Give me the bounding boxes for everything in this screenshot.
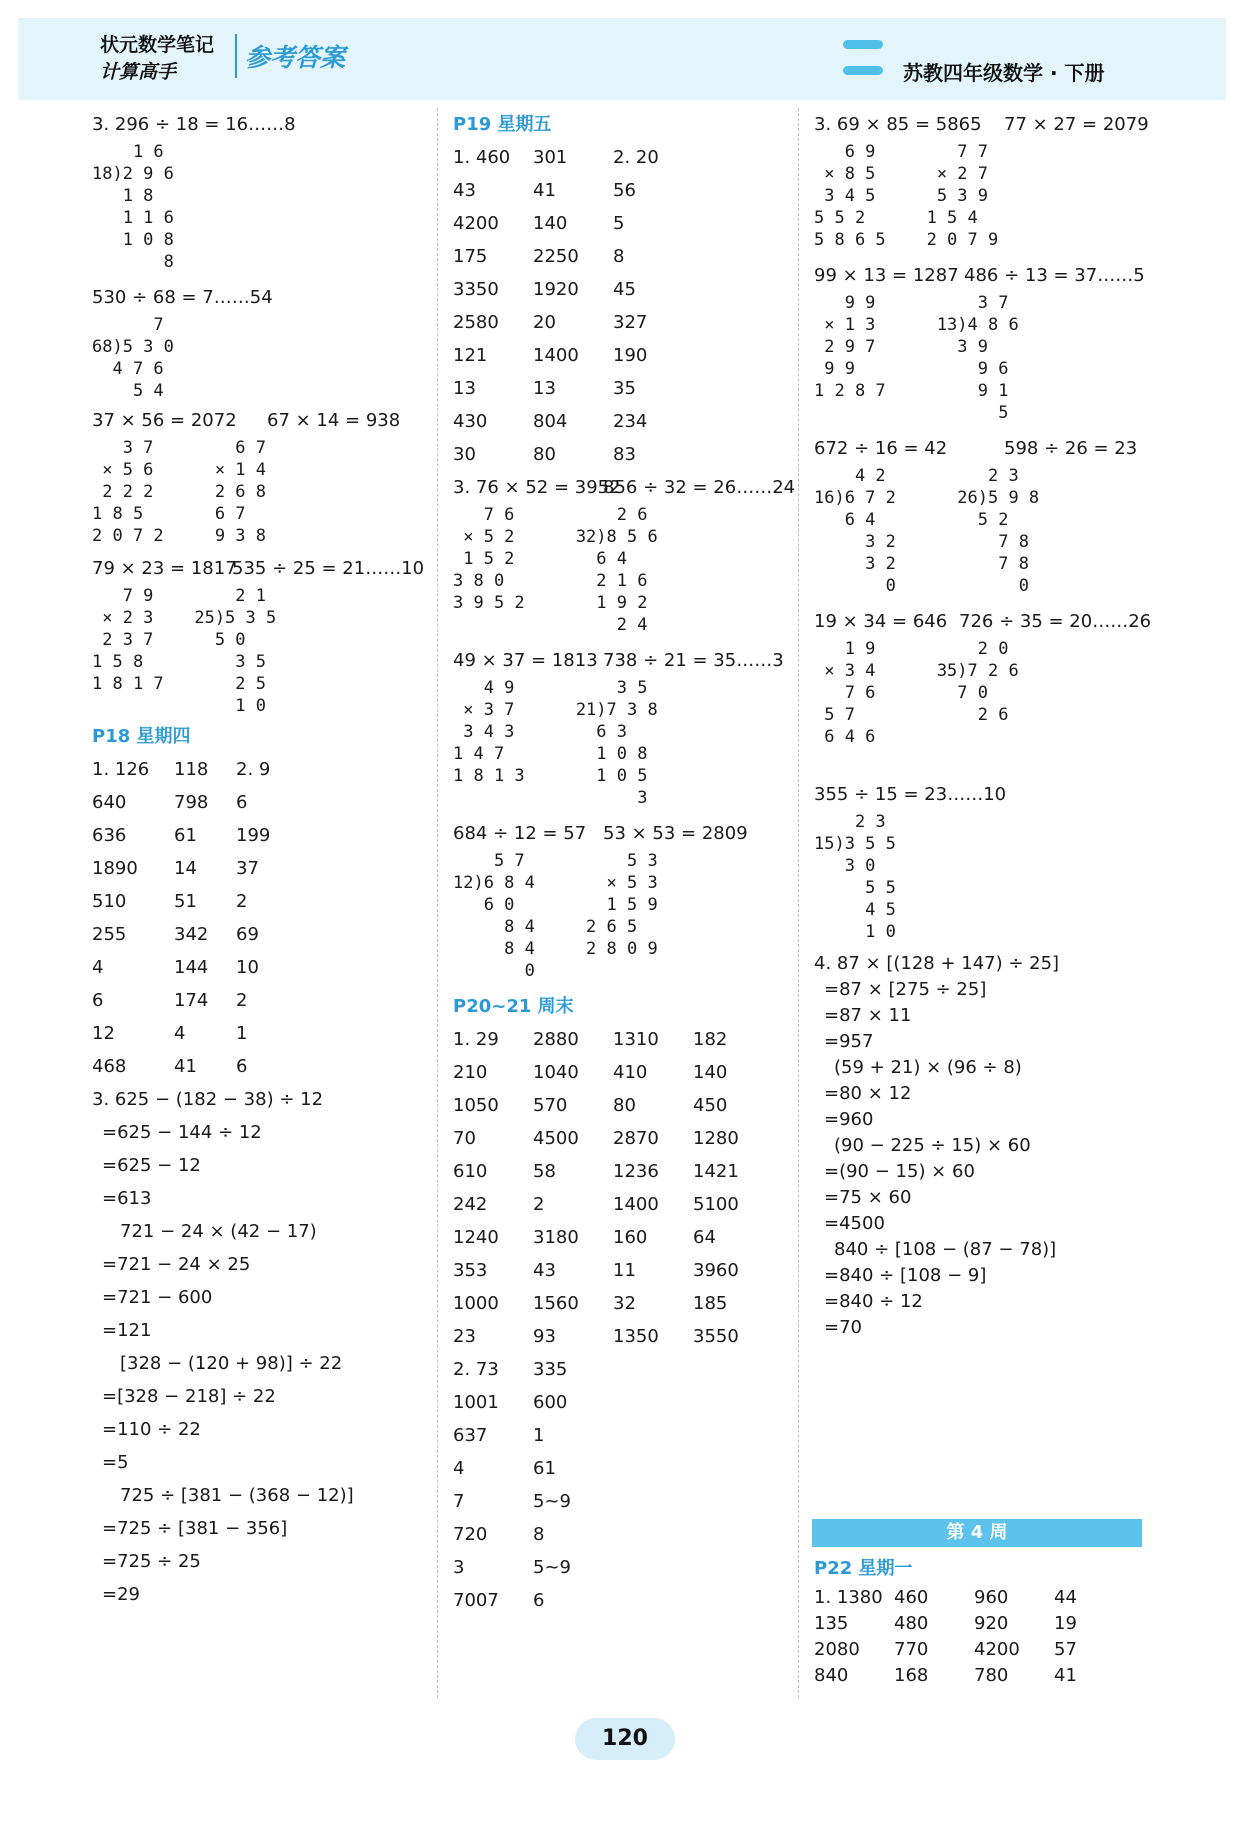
answer-row xyxy=(453,405,798,438)
answer-cell: 8 xyxy=(533,1524,545,1545)
answer-row xyxy=(92,786,432,819)
answer-cell: 144 xyxy=(174,957,209,978)
answer-cell: 12 xyxy=(92,1023,115,1044)
step-line: =725 ÷ 25 xyxy=(102,1551,201,1572)
step-line: =87 × [275 ÷ 25] xyxy=(824,979,987,1000)
answer-cell: 570 xyxy=(533,1095,568,1116)
equation-pair: 79 × 23 = 1817535 ÷ 25 = 21……10 xyxy=(92,558,425,579)
answer-cell: 1890 xyxy=(92,858,138,879)
answer-row xyxy=(814,1611,1159,1637)
answer-cell: 2. 73 xyxy=(453,1359,499,1380)
step-line: 840 ÷ [108 − (87 − 78)] xyxy=(834,1239,1057,1260)
answer-cell: 327 xyxy=(613,312,648,333)
answer-cell: 1 xyxy=(533,1425,545,1446)
answer-row xyxy=(453,1386,798,1419)
step-line: =840 ÷ [108 − 9] xyxy=(824,1265,987,1286)
answer-cell: 1. 460 xyxy=(453,147,511,168)
answer-row xyxy=(92,1050,432,1083)
answer-row xyxy=(453,1023,798,1056)
answer-cell: 6 xyxy=(533,1590,545,1611)
answer-cell: 93 xyxy=(533,1326,556,1347)
answer-cell: 510 xyxy=(92,891,127,912)
column-right xyxy=(814,108,1159,1341)
answer-cell: 70 xyxy=(453,1128,476,1149)
step-line: =80 × 12 xyxy=(824,1083,912,1104)
answer-cell: 480 xyxy=(894,1613,929,1634)
answer-cell: 121 xyxy=(453,345,488,366)
section-heading-p22: P22 星期一 xyxy=(814,1558,913,1579)
answer-cell: 640 xyxy=(92,792,127,813)
answer-cell: 636 xyxy=(92,825,127,846)
answer-row xyxy=(453,174,798,207)
column-middle xyxy=(453,108,798,1617)
answer-cell: 468 xyxy=(92,1056,127,1077)
equation: 530 ÷ 68 = 7……54 xyxy=(92,287,273,308)
equation: 3. 296 ÷ 18 = 16……8 xyxy=(92,114,296,135)
answer-cell: 1236 xyxy=(613,1161,659,1182)
answer-cell: 175 xyxy=(453,246,488,267)
answer-cell: 6 xyxy=(92,990,104,1011)
step-line: =75 × 60 xyxy=(824,1187,912,1208)
answer-cell: 45 xyxy=(613,279,636,300)
answer-cell: 11 xyxy=(613,1260,636,1281)
step-line: =(90 − 15) × 60 xyxy=(824,1161,975,1182)
vertical-calc: 3 7 6 7 × 5 6 × 1 4 2 2 2 2 6 8 1 8 5 6 7 2 0 7 2 9 3 8 xyxy=(92,438,266,546)
answer-cell: 242 xyxy=(453,1194,488,1215)
answer-row xyxy=(453,1254,798,1287)
step-line: =613 xyxy=(102,1188,152,1209)
section-heading-p20-21: P20~21 周末 xyxy=(453,996,574,1017)
column-divider xyxy=(437,108,438,1698)
answer-cell: 83 xyxy=(613,444,636,465)
answer-grid xyxy=(814,1585,1159,1689)
step-line: 4. 87 × [(128 + 147) ÷ 25] xyxy=(814,953,1060,974)
step-line: =4500 xyxy=(824,1213,885,1234)
answer-cell: 80 xyxy=(613,1095,636,1116)
answer-cell: 3960 xyxy=(693,1260,739,1281)
column-right-bottom xyxy=(814,1552,1159,1689)
answer-cell: 140 xyxy=(533,213,568,234)
answer-cell: 353 xyxy=(453,1260,488,1281)
week-banner: 第 4 周 xyxy=(812,1519,1142,1547)
answer-cell: 600 xyxy=(533,1392,568,1413)
column-left xyxy=(92,108,432,1611)
answer-cell: 7007 xyxy=(453,1590,499,1611)
answer-cell: 1310 xyxy=(613,1029,659,1050)
answer-cell: 4 xyxy=(453,1458,465,1479)
answer-cell: 135 xyxy=(814,1613,849,1634)
step-line: =87 × 11 xyxy=(824,1005,912,1026)
answer-cell: 1. 1380 xyxy=(814,1587,883,1608)
vertical-calc: 9 9 3 7 × 1 3 13)4 8 6 2 9 7 3 9 9 9 9 6 1 2 8 7 9 1 5 xyxy=(814,293,1019,423)
answer-cell: 35 xyxy=(613,378,636,399)
section-heading-p19: P19 星期五 xyxy=(453,114,552,135)
answer-cell: 5100 xyxy=(693,1194,739,1215)
answer-cell: 14 xyxy=(174,858,197,879)
answer-cell: 168 xyxy=(894,1665,929,1686)
vertical-calc: 2 3 15)3 5 5 3 0 5 5 4 5 1 0 xyxy=(814,812,896,942)
answer-cell: 1 xyxy=(236,1023,248,1044)
answer-cell: 1280 xyxy=(693,1128,739,1149)
answer-cell: 720 xyxy=(453,1524,488,1545)
answer-cell: 770 xyxy=(894,1639,929,1660)
answer-cell: 1350 xyxy=(613,1326,659,1347)
answer-cell: 430 xyxy=(453,411,488,432)
answer-cell: 51 xyxy=(174,891,197,912)
equation-pair: 3. 69 × 85 = 5865 77 × 27 = 2079 xyxy=(814,114,1149,135)
answer-row xyxy=(453,1452,798,1485)
answer-cell: 4 xyxy=(174,1023,186,1044)
answer-row xyxy=(92,885,432,918)
answer-cell: 920 xyxy=(974,1613,1009,1634)
equation-pair: 37 × 56 = 2072 67 × 14 = 938 xyxy=(92,410,401,431)
equation-pair: 19 × 34 = 646 726 ÷ 35 = 20……26 xyxy=(814,611,1152,632)
answer-grid xyxy=(453,1023,798,1353)
answer-cell: 5~9 xyxy=(533,1557,571,1578)
answer-cell: 185 xyxy=(693,1293,728,1314)
answer-cell: 13 xyxy=(453,378,476,399)
answer-cell: 13 xyxy=(533,378,556,399)
answer-row xyxy=(453,1584,798,1617)
answer-cell: 160 xyxy=(613,1227,648,1248)
step-line: [328 − (120 + 98)] ÷ 22 xyxy=(120,1353,343,1374)
step-line: 725 ÷ [381 − (368 − 12)] xyxy=(120,1485,354,1506)
answer-cell: 43 xyxy=(533,1260,556,1281)
answer-cell: 410 xyxy=(613,1062,648,1083)
answer-cell: 182 xyxy=(693,1029,728,1050)
brand-line2: 计算高手 xyxy=(100,61,177,83)
answer-cell: 1421 xyxy=(693,1161,739,1182)
equation: 355 ÷ 15 = 23……10 xyxy=(814,784,1007,805)
answer-row xyxy=(453,273,798,306)
answer-cell: 450 xyxy=(693,1095,728,1116)
step-line: =29 xyxy=(102,1584,140,1605)
vertical-calc: 4 9 3 5 × 3 7 21)7 3 8 3 4 3 6 3 1 4 7 1 0 8 1 8 1 3 1 0 5 3 xyxy=(453,678,658,808)
answer-cell: 23 xyxy=(453,1326,476,1347)
answer-row xyxy=(92,1017,432,1050)
answer-cell: 5 xyxy=(613,213,625,234)
answer-row xyxy=(453,306,798,339)
answer-cell: 1560 xyxy=(533,1293,579,1314)
answer-cell: 57 xyxy=(1054,1639,1077,1660)
step-line: =70 xyxy=(824,1317,862,1338)
answer-row xyxy=(453,1155,798,1188)
answer-row xyxy=(453,1056,798,1089)
step-line: =625 − 12 xyxy=(102,1155,201,1176)
answer-steps xyxy=(814,951,1159,1341)
step-line: =960 xyxy=(824,1109,874,1130)
answer-cell: 5~9 xyxy=(533,1491,571,1512)
equation-pair: 684 ÷ 12 = 57 53 × 53 = 2809 xyxy=(453,823,748,844)
answer-row xyxy=(453,1353,798,1386)
step-line: 3. 625 − (182 − 38) ÷ 12 xyxy=(92,1089,324,1110)
answer-cell: 2870 xyxy=(613,1128,659,1149)
answer-row xyxy=(92,951,432,984)
answer-cell: 1920 xyxy=(533,279,579,300)
answer-grid xyxy=(453,1353,798,1617)
equation-pair: 99 × 13 = 1287 486 ÷ 13 = 37……5 xyxy=(814,265,1145,286)
answer-cell: 2250 xyxy=(533,246,579,267)
answer-row xyxy=(453,141,798,174)
answer-cell: 20 xyxy=(533,312,556,333)
answer-row xyxy=(814,1585,1159,1611)
answer-row xyxy=(92,852,432,885)
answer-cell: 335 xyxy=(533,1359,568,1380)
vertical-calc: 4 2 2 3 16)6 7 2 26)5 9 8 6 4 5 2 3 2 7 8 3 2 7 8 0 0 xyxy=(814,466,1040,596)
answer-cell: 58 xyxy=(533,1161,556,1182)
answer-row xyxy=(92,753,432,786)
answer-cell: 56 xyxy=(613,180,636,201)
answer-cell: 190 xyxy=(613,345,648,366)
answer-cell: 80 xyxy=(533,444,556,465)
answer-cell: 1. 126 xyxy=(92,759,150,780)
answer-cell: 1001 xyxy=(453,1392,499,1413)
step-line: =625 − 144 ÷ 12 xyxy=(102,1122,262,1143)
vertical-calc: 7 9 2 1 × 2 3 25)5 3 5 2 3 7 5 0 1 5 8 3 5 1 8 1 7 2 5 1 0 xyxy=(92,586,277,716)
answer-cell: 19 xyxy=(1054,1613,1077,1634)
answer-cell: 960 xyxy=(974,1587,1009,1608)
answer-cell: 69 xyxy=(236,924,259,945)
header-bars-icon xyxy=(843,40,883,92)
answer-cell: 1000 xyxy=(453,1293,499,1314)
step-line: (59 + 21) × (96 ÷ 8) xyxy=(834,1057,1022,1078)
equation-pair: 672 ÷ 16 = 42 598 ÷ 26 = 23 xyxy=(814,438,1138,459)
answer-cell: 6 xyxy=(236,1056,248,1077)
answer-cell: 1. 29 xyxy=(453,1029,499,1050)
answer-cell: 2580 xyxy=(453,312,499,333)
brand-divider xyxy=(235,34,237,78)
answer-cell: 2 xyxy=(236,990,248,1011)
answer-cell: 3350 xyxy=(453,279,499,300)
step-line: =725 ÷ [381 − 356] xyxy=(102,1518,288,1539)
step-line: =121 xyxy=(102,1320,152,1341)
answer-cell: 1400 xyxy=(533,345,579,366)
answer-cell: 780 xyxy=(974,1665,1009,1686)
answer-cell: 8 xyxy=(613,246,625,267)
answer-cell: 37 xyxy=(236,858,259,879)
answer-cell: 4200 xyxy=(453,213,499,234)
answer-row xyxy=(814,1663,1159,1689)
answer-cell: 2080 xyxy=(814,1639,860,1660)
answer-cell: 61 xyxy=(533,1458,556,1479)
answer-cell: 174 xyxy=(174,990,209,1011)
answer-cell: 798 xyxy=(174,792,209,813)
equation-pair: 3. 76 × 52 = 3952856 ÷ 32 = 26……24 xyxy=(453,477,796,498)
answer-cell: 1050 xyxy=(453,1095,499,1116)
section-heading-p18: P18 星期四 xyxy=(92,726,191,747)
vertical-calc: 6 9 7 7 × 8 5 × 2 7 3 4 5 5 3 9 5 5 2 1 5 4 5 8 6 5 2 0 7 9 xyxy=(814,142,999,250)
vertical-calc: 1 9 2 0 × 3 4 35)7 2 6 7 6 7 0 5 7 2 6 6 4 6 xyxy=(824,639,1019,747)
answer-cell: 1240 xyxy=(453,1227,499,1248)
answer-cell: 61 xyxy=(174,825,197,846)
answer-row xyxy=(453,339,798,372)
answer-row xyxy=(453,1221,798,1254)
brand-line1: 状元数学笔记 xyxy=(100,34,215,56)
answer-cell: 301 xyxy=(533,147,568,168)
answer-cell: 210 xyxy=(453,1062,488,1083)
step-line: =840 ÷ 12 xyxy=(824,1291,923,1312)
answer-cell: 234 xyxy=(613,411,648,432)
answer-cell: 10 xyxy=(236,957,259,978)
answer-cell: 3180 xyxy=(533,1227,579,1248)
answer-cell: 6 xyxy=(236,792,248,813)
answer-cell: 2 xyxy=(236,891,248,912)
answer-row xyxy=(453,1485,798,1518)
answer-cell: 43 xyxy=(453,180,476,201)
step-line: =110 ÷ 22 xyxy=(102,1419,201,1440)
vertical-calc: 7 68)5 3 0 4 7 6 5 4 xyxy=(92,315,174,401)
answer-row xyxy=(453,1089,798,1122)
answer-cell: 1400 xyxy=(613,1194,659,1215)
vertical-calc: 1 6 18)2 9 6 1 8 1 1 6 1 0 8 8 xyxy=(92,142,174,272)
answer-row xyxy=(453,1518,798,1551)
answer-cell: 2 xyxy=(533,1194,545,1215)
answer-row xyxy=(453,207,798,240)
column-divider xyxy=(798,108,799,1698)
answer-row xyxy=(453,1320,798,1353)
answer-row xyxy=(92,819,432,852)
answer-row xyxy=(453,1287,798,1320)
answer-cell: 637 xyxy=(453,1425,488,1446)
answer-cell: 199 xyxy=(236,825,271,846)
answer-cell: 2880 xyxy=(533,1029,579,1050)
step-line: =957 xyxy=(824,1031,874,1052)
answer-cell: 3 xyxy=(453,1557,465,1578)
vertical-calc: 7 6 2 6 × 5 2 32)8 5 6 1 5 2 6 4 3 8 0 2 1 6 3 9 5 2 1 9 2 2 4 xyxy=(453,505,658,635)
answer-cell: 2. 20 xyxy=(613,147,659,168)
answer-cell: 64 xyxy=(693,1227,716,1248)
answer-grid xyxy=(92,753,432,1083)
brand xyxy=(100,32,214,86)
answer-cell: 460 xyxy=(894,1587,929,1608)
answer-steps xyxy=(92,1083,432,1611)
book-title: 苏教四年级数学 · 下册 xyxy=(903,61,1105,85)
answer-row xyxy=(453,1551,798,1584)
answer-cell: 30 xyxy=(453,444,476,465)
answer-row xyxy=(453,1188,798,1221)
step-line: =5 xyxy=(102,1452,129,1473)
answer-cell: 2. 9 xyxy=(236,759,271,780)
step-line: (90 − 225 ÷ 15) × 60 xyxy=(834,1135,1031,1156)
equation-pair: 49 × 37 = 1813 738 ÷ 21 = 35……3 xyxy=(453,650,784,671)
answer-cell: 804 xyxy=(533,411,568,432)
answer-cell: 41 xyxy=(533,180,556,201)
answer-cell: 4 xyxy=(92,957,104,978)
step-line: 721 − 24 × (42 − 17) xyxy=(120,1221,317,1242)
answer-cell: 140 xyxy=(693,1062,728,1083)
answer-cell: 1040 xyxy=(533,1062,579,1083)
answer-cell: 7 xyxy=(453,1491,465,1512)
answer-row xyxy=(453,372,798,405)
answer-row xyxy=(453,438,798,471)
answer-row xyxy=(814,1637,1159,1663)
page-number: 120 xyxy=(575,1718,675,1760)
step-line: =721 − 24 × 25 xyxy=(102,1254,251,1275)
answer-cell: 840 xyxy=(814,1665,849,1686)
answer-cell: 41 xyxy=(174,1056,197,1077)
answer-row xyxy=(453,1122,798,1155)
vertical-calc: 5 7 5 3 12)6 8 4 × 5 3 6 0 1 5 9 8 4 2 6 5 8 4 2 8 0 9 0 xyxy=(453,851,658,981)
answer-cell: 44 xyxy=(1054,1587,1077,1608)
answer-cell: 4500 xyxy=(533,1128,579,1149)
answer-key-title: 参考答案 xyxy=(245,43,346,72)
answer-cell: 255 xyxy=(92,924,127,945)
answer-grid xyxy=(453,141,798,471)
answer-cell: 342 xyxy=(174,924,209,945)
answer-row xyxy=(92,918,432,951)
answer-cell: 118 xyxy=(174,759,209,780)
answer-cell: 4200 xyxy=(974,1639,1020,1660)
answer-cell: 3550 xyxy=(693,1326,739,1347)
answer-row xyxy=(453,240,798,273)
answer-cell: 610 xyxy=(453,1161,488,1182)
answer-row xyxy=(92,984,432,1017)
step-line: =721 − 600 xyxy=(102,1287,213,1308)
step-line: =[328 − 218] ÷ 22 xyxy=(102,1386,276,1407)
answer-row xyxy=(453,1419,798,1452)
answer-cell: 32 xyxy=(613,1293,636,1314)
answer-cell: 41 xyxy=(1054,1665,1077,1686)
